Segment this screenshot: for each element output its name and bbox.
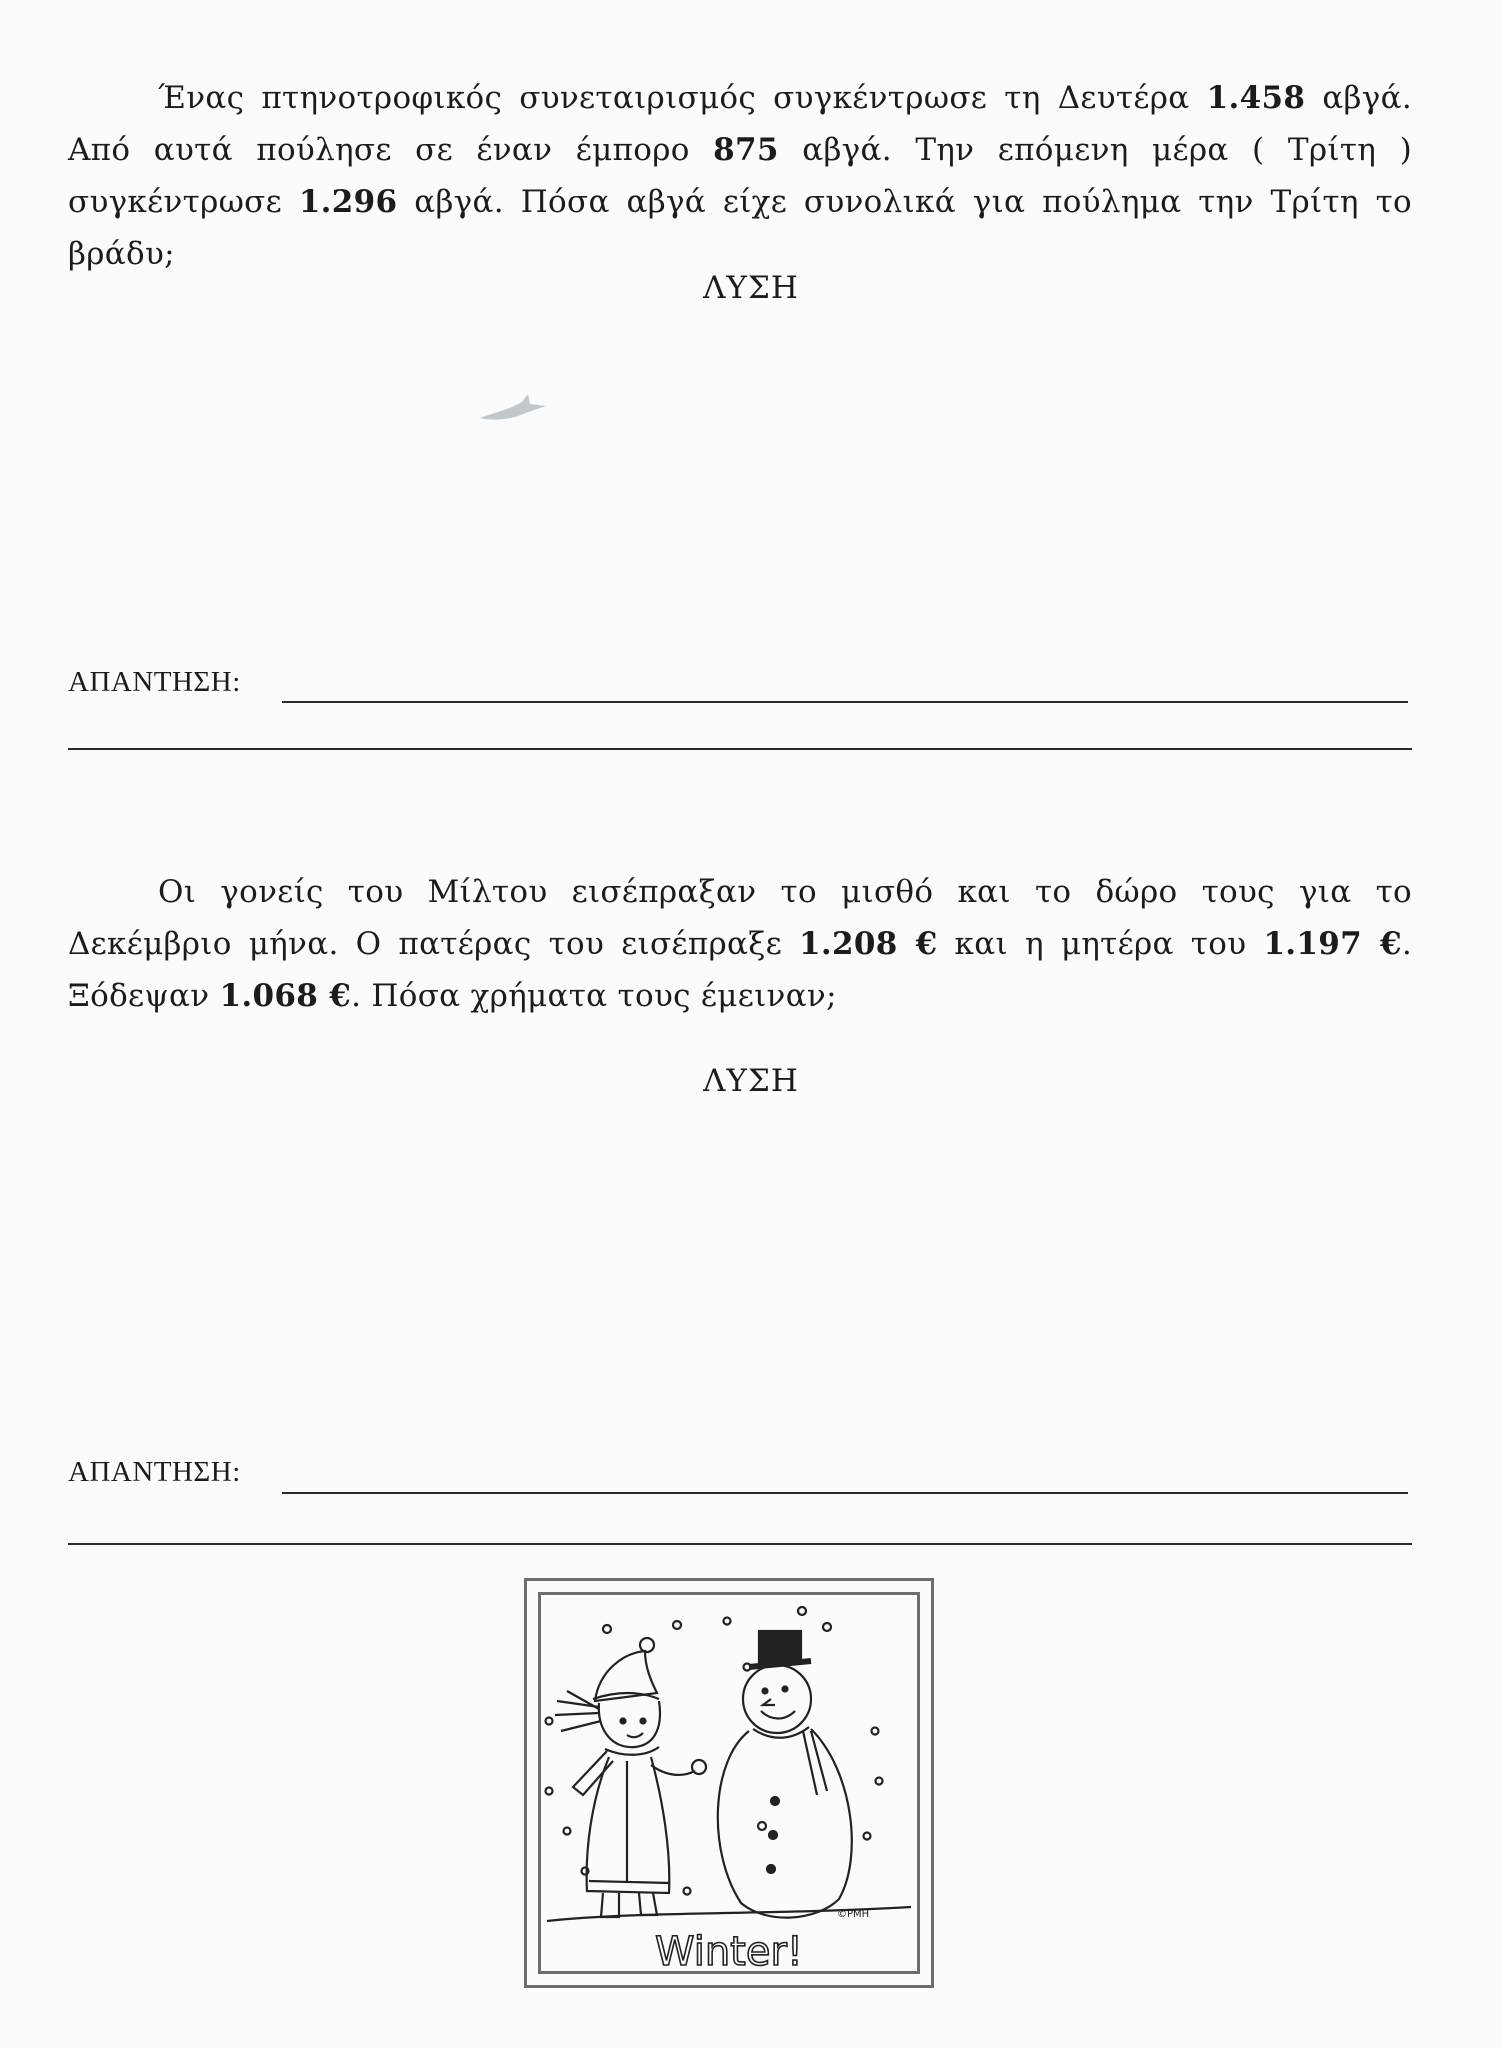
problem-2-answer-label: ΑΠΑΝΤΗΣΗ: <box>68 1456 241 1488</box>
problem-2-number: 1.197 € <box>1263 926 1402 962</box>
problem-2-text-part: . Πόσα χρήματα τους έμειναν; <box>351 978 837 1014</box>
problem-1-number: 875 <box>713 132 779 168</box>
problem-1-answer-line[interactable] <box>282 701 1408 703</box>
problem-1-text-part: Ένας πτηνοτροφικός συνεταιρισμός συγκέντρωσε τη Δευτέρα <box>158 80 1207 116</box>
scan-smudge <box>478 392 548 426</box>
problem-2-answer-line-2[interactable] <box>68 1543 1412 1545</box>
snowman-girl-drawing <box>527 1581 931 1985</box>
problem-1-number: 1.296 <box>298 184 398 220</box>
problem-2-text-part: Οι γονείς του Μίλτου εισέπραξαν το μισθό και το δώρο τους για το Δεκέμβριο μήνα. Ο πατέρας του εισέπραξε <box>68 874 1412 962</box>
problem-2-text-part: . Ξόδεψαν <box>68 926 1412 1014</box>
problem-1-answer-label: ΑΠΑΝΤΗΣΗ: <box>68 666 241 698</box>
problem-2-text-part: και η μητέρα του <box>937 926 1264 962</box>
problem-1-number: 1.458 <box>1206 80 1306 116</box>
problem-1-text <box>68 72 1412 280</box>
problem-2-solution-label: ΛΥΣΗ <box>703 1063 799 1099</box>
problem-1-solution-label: ΛΥΣΗ <box>703 270 799 306</box>
problem-2-number: 1.068 € <box>219 978 352 1014</box>
problem-2-answer-line[interactable] <box>282 1492 1408 1494</box>
problem-1-text-part: αβγά. Πόσα αβγά είχε συνολικά για πούλημα την Τρίτη το βράδυ; <box>68 184 1412 272</box>
svg-text:©PMH: ©PMH <box>837 1909 870 1920</box>
problem-1-text-part: αβγά. Από αυτά πούλησε σε έναν έμπορο <box>68 80 1412 168</box>
winter-illustration <box>524 1578 934 1988</box>
problem-1-text-part: αβγά. Την επόμενη μέρα ( Τρίτη ) συγκέντρωσε <box>68 132 1413 220</box>
problem-1-answer-line-2[interactable] <box>68 748 1412 750</box>
problem-2-text <box>68 866 1412 1022</box>
problem-2-number: 1.208 € <box>799 926 938 962</box>
winter-caption: Winter! <box>655 1929 803 1975</box>
